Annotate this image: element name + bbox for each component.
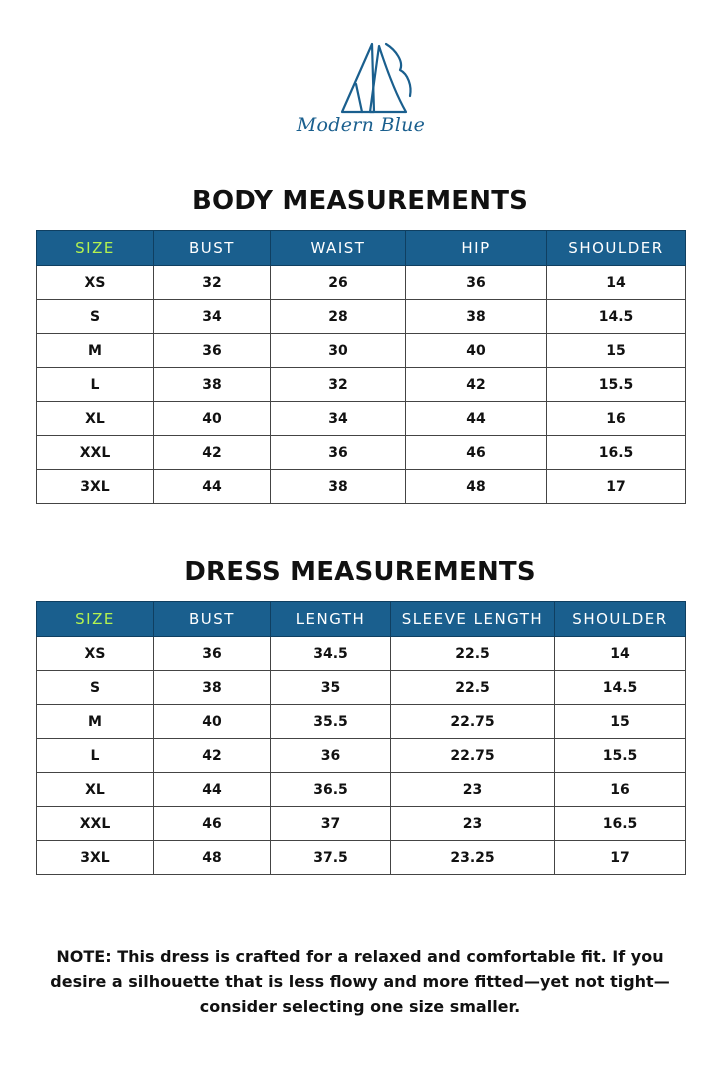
table-row (37, 300, 686, 334)
table-cell: XL (37, 402, 154, 436)
header-sleeve-length: SLEEVE LENGTH (391, 602, 555, 637)
table-cell: 35 (271, 671, 391, 705)
table-cell: 32 (271, 368, 406, 402)
table-cell: 46 (406, 436, 547, 470)
table-cell: 16 (547, 402, 686, 436)
table-cell: 35.5 (271, 705, 391, 739)
table-cell: 15 (547, 334, 686, 368)
table-header-row (37, 602, 686, 637)
table-cell: 36 (271, 436, 406, 470)
table-row (37, 637, 686, 671)
table-cell: 16.5 (555, 807, 686, 841)
table-cell: 34.5 (271, 637, 391, 671)
header-shoulder: SHOULDER (547, 231, 686, 266)
table-header-row (37, 231, 686, 266)
table-cell: L (37, 739, 154, 773)
table-cell: 3XL (37, 470, 154, 504)
table-cell: M (37, 334, 154, 368)
brand-name: Modern Blue (296, 114, 426, 136)
table-cell: L (37, 368, 154, 402)
table-row (37, 368, 686, 402)
header-shoulder: SHOULDER (555, 602, 686, 637)
table-cell: 14.5 (555, 671, 686, 705)
header-bust: BUST (154, 602, 271, 637)
table-cell: 23.25 (391, 841, 555, 875)
table-cell: 44 (154, 470, 271, 504)
table-row (37, 739, 686, 773)
table-cell: XL (37, 773, 154, 807)
table-cell: 22.5 (391, 671, 555, 705)
table-cell: 44 (154, 773, 271, 807)
table-cell: XXL (37, 436, 154, 470)
table-row (37, 334, 686, 368)
table-cell: 14.5 (547, 300, 686, 334)
body-measurements-table (36, 230, 686, 504)
table-cell: 36 (271, 739, 391, 773)
table-cell: 34 (271, 402, 406, 436)
table-cell: 16 (555, 773, 686, 807)
table-cell: 16.5 (547, 436, 686, 470)
table-cell: 14 (555, 637, 686, 671)
dress-measurements-table (36, 601, 686, 875)
table-cell: 40 (154, 402, 271, 436)
table-cell: 36 (154, 637, 271, 671)
table-cell: XS (37, 637, 154, 671)
table-cell: 22.75 (391, 739, 555, 773)
table-cell: S (37, 300, 154, 334)
table-cell: 48 (154, 841, 271, 875)
table-cell: 23 (391, 773, 555, 807)
table-cell: 36 (154, 334, 271, 368)
body-measurements-title: BODY MEASUREMENTS (191, 186, 529, 216)
header-size: SIZE (37, 231, 154, 266)
header-length: LENGTH (271, 602, 391, 637)
table-cell: 28 (271, 300, 406, 334)
table-cell: 48 (406, 470, 547, 504)
table-cell: 22.75 (391, 705, 555, 739)
table-row (37, 841, 686, 875)
header-waist: WAIST (271, 231, 406, 266)
header-size: SIZE (37, 602, 154, 637)
table-cell: 37 (271, 807, 391, 841)
dress-measurements-title: DRESS MEASUREMENTS (184, 557, 536, 587)
table-cell: XXL (37, 807, 154, 841)
table-cell: 15.5 (547, 368, 686, 402)
table-row (37, 266, 686, 300)
table-row (37, 807, 686, 841)
table-cell: 40 (406, 334, 547, 368)
table-cell: 3XL (37, 841, 154, 875)
table-row (37, 773, 686, 807)
table-cell: 40 (154, 705, 271, 739)
table-row (37, 402, 686, 436)
table-row (37, 705, 686, 739)
table-cell: 42 (406, 368, 547, 402)
table-cell: 15.5 (555, 739, 686, 773)
table-cell: 32 (154, 266, 271, 300)
table-cell: 36.5 (271, 773, 391, 807)
table-cell: S (37, 671, 154, 705)
table-cell: 14 (547, 266, 686, 300)
table-cell: 30 (271, 334, 406, 368)
table-cell: 42 (154, 436, 271, 470)
sailboat-icon (286, 40, 436, 120)
table-cell: 26 (271, 266, 406, 300)
table-cell: 36 (406, 266, 547, 300)
table-cell: 17 (547, 470, 686, 504)
table-row (37, 470, 686, 504)
header-bust: BUST (154, 231, 271, 266)
table-cell: 22.5 (391, 637, 555, 671)
table-cell: 23 (391, 807, 555, 841)
brand-logo (286, 40, 436, 150)
table-cell: 15 (555, 705, 686, 739)
table-cell: XS (37, 266, 154, 300)
table-cell: 44 (406, 402, 547, 436)
table-cell: 46 (154, 807, 271, 841)
table-cell: 38 (154, 671, 271, 705)
table-cell: 38 (406, 300, 547, 334)
table-row (37, 436, 686, 470)
table-cell: 38 (271, 470, 406, 504)
table-row (37, 671, 686, 705)
header-hip: HIP (406, 231, 547, 266)
table-cell: 37.5 (271, 841, 391, 875)
table-cell: 42 (154, 739, 271, 773)
table-cell: 17 (555, 841, 686, 875)
table-cell: 38 (154, 368, 271, 402)
table-cell: 34 (154, 300, 271, 334)
table-cell: M (37, 705, 154, 739)
fit-note: NOTE: This dress is crafted for a relaxed and comfortable fit. If you desire a silhouette that is less flowy and more fitted—yet not tight—consider selecting one size smaller. (50, 947, 670, 1016)
